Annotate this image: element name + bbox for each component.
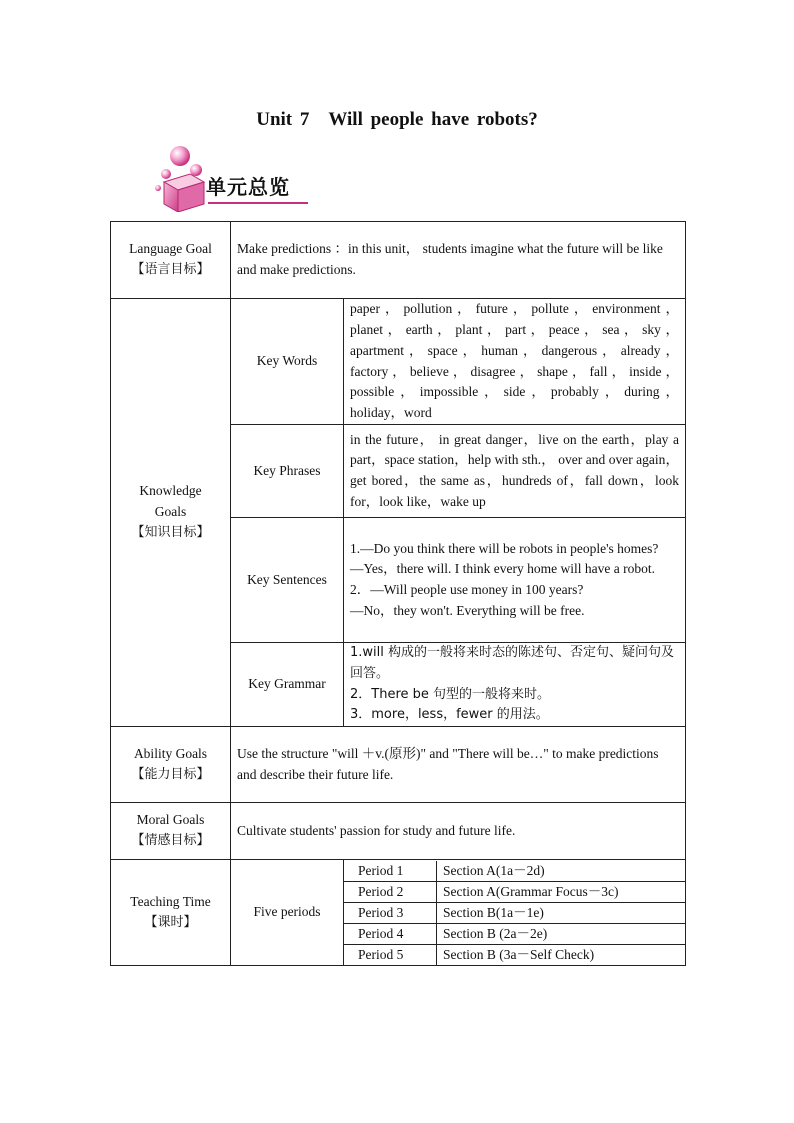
periods-table bbox=[344, 861, 685, 965]
label-en: Language Goal bbox=[129, 241, 212, 257]
label-moral-goals bbox=[111, 803, 231, 860]
unit-overview-table bbox=[110, 221, 686, 966]
periods-cell bbox=[344, 860, 686, 966]
sentence-line: —No，they won't. Everything will be free. bbox=[350, 602, 585, 618]
label-ability-goals bbox=[111, 727, 231, 803]
period-section: Section B(1a－1e) bbox=[437, 902, 686, 923]
period-label: Period 5 bbox=[344, 944, 437, 965]
label-cn: 【课时】 bbox=[144, 914, 197, 930]
moral-goals-content: Cultivate students' passion for study and future life. bbox=[231, 803, 686, 860]
row-teaching-time bbox=[111, 860, 686, 966]
sentence-line: 2．—Will people use money in 100 years? bbox=[350, 582, 584, 597]
label-cn: 【语言目标】 bbox=[131, 262, 210, 277]
teaching-summary: Five periods bbox=[231, 860, 344, 966]
page-title: Unit 7 Will people have robots? bbox=[256, 109, 538, 130]
label-cn: 【情感目标】 bbox=[131, 833, 210, 848]
period-label: Period 4 bbox=[344, 923, 437, 944]
row-ability-goals bbox=[111, 727, 686, 803]
period-row bbox=[344, 861, 685, 882]
period-row bbox=[344, 881, 685, 902]
label-key-grammar: Key Grammar bbox=[231, 643, 344, 727]
label-en: Knowledge Goals bbox=[139, 483, 202, 520]
row-moral-goals bbox=[111, 803, 686, 860]
period-row bbox=[344, 923, 685, 944]
label-language-goal bbox=[111, 222, 231, 299]
language-goal-content: Make predictions ：in this unit， students imagine what the future will be like and make predictions. bbox=[231, 222, 686, 299]
ability-goals-content: Use the structure "will ＋v.(原形)" and "There will be…" to make predictions and describe their future life. bbox=[231, 727, 686, 803]
label-en: Moral Goals bbox=[136, 812, 205, 828]
banner-underline bbox=[208, 202, 308, 204]
label-teaching-time bbox=[111, 860, 231, 966]
label-cn: 【知识目标】 bbox=[131, 524, 210, 540]
period-label: Period 1 bbox=[344, 861, 437, 882]
key-phrases-content: in the future， in great danger，live on the earth，play a part，space station，help with sth.， over and over again，get bored，the same as，hundreds of，fall down，look for，look like，wake up bbox=[344, 425, 686, 518]
label-key-sentences: Key Sentences bbox=[231, 518, 344, 643]
label-key-words: Key Words bbox=[231, 299, 344, 425]
label-knowledge-goals bbox=[111, 299, 231, 727]
period-label: Period 2 bbox=[344, 881, 437, 902]
period-section: Section B (2a－2e) bbox=[437, 923, 686, 944]
period-row bbox=[344, 944, 685, 965]
key-words-content: paper，pollution，future，pollute，environment，planet，earth，plant，part，peace，sea，sky，apartment，space，human，dangerous，already，factory，believe，disagree，shape，fall，inside，possible，impossible，side，probably，during，holiday，word bbox=[344, 299, 686, 425]
grammar-line: 1.will 构成的一般将来时态的陈述句、否定句、疑问句及回答。 bbox=[350, 645, 675, 681]
period-section: Section A(Grammar Focus－3c) bbox=[437, 881, 686, 902]
row-language-goal bbox=[111, 222, 686, 299]
period-label: Period 3 bbox=[344, 902, 437, 923]
grammar-line: 3．more，less，fewer 的用法。 bbox=[350, 707, 549, 723]
key-sentences-content bbox=[344, 518, 686, 643]
sentence-line: —Yes，there will. I think every home will have a robot. bbox=[350, 561, 655, 577]
period-row bbox=[344, 902, 685, 923]
grammar-line: 2．There be 句型的一般将来时。 bbox=[350, 686, 551, 702]
label-en: Teaching Time bbox=[130, 893, 211, 909]
key-grammar-content bbox=[344, 643, 686, 727]
section-banner bbox=[150, 144, 315, 212]
label-cn: 【能力目标】 bbox=[131, 766, 210, 782]
label-key-phrases: Key Phrases bbox=[231, 425, 344, 518]
period-section: Section B (3a－Self Check) bbox=[443, 946, 595, 962]
banner-title: 单元总览 bbox=[206, 175, 290, 199]
sentence-line: 1.—Do you think there will be robots in people's homes? bbox=[350, 540, 659, 556]
row-key-words bbox=[111, 299, 686, 425]
period-section: Section A(1a－2d) bbox=[437, 861, 686, 882]
label-en: Ability Goals bbox=[133, 745, 208, 761]
